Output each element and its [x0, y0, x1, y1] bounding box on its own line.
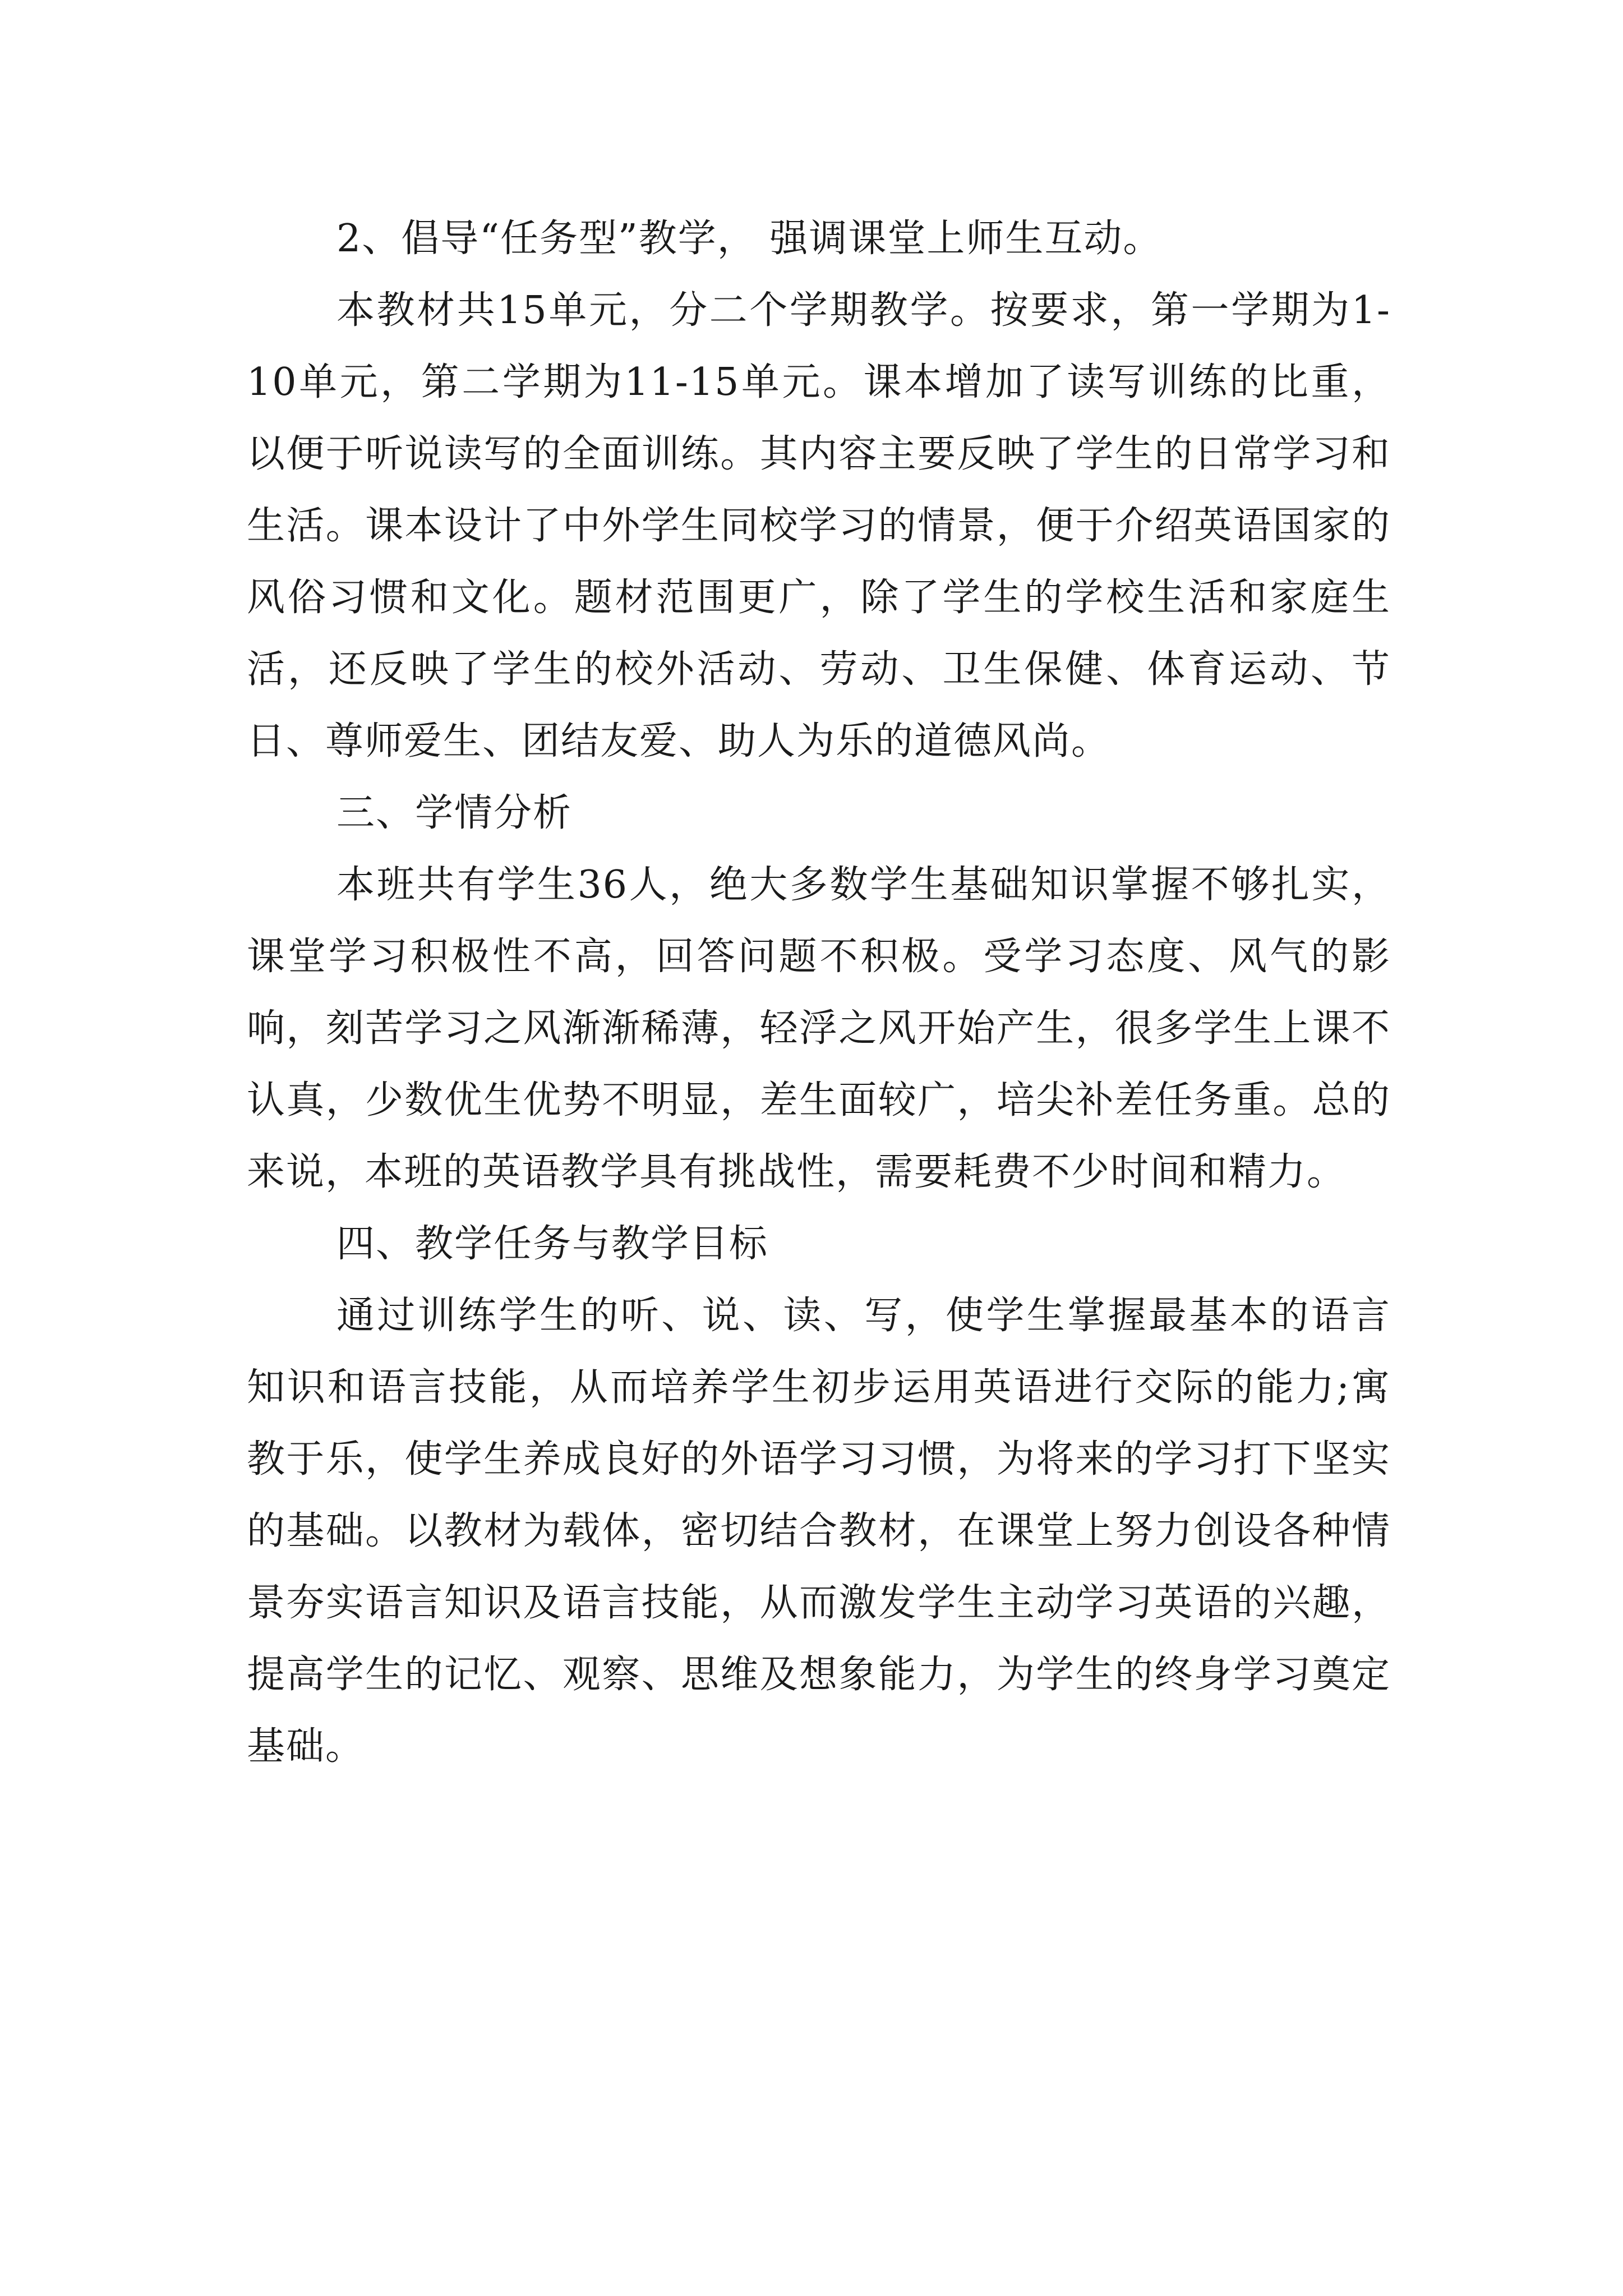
document-body: [247, 203, 1391, 1783]
heading-student-analysis: 三、学情分析: [336, 791, 573, 835]
paragraph-teaching-goals: 通过训练学生的听、说、读、写，使学生掌握最基本的语言知识和语言技能，从而培养学生初步运用英语进行交际的能力;寓教于乐，使学生养成良好的外语学习习惯，为将来的学习打下坚实的基础。以教材为载体，密切结合教材，在课堂上努力创设各种情景夯实语言知识及语言技能，从而激发学生主动学习英语的兴趣，提高学生的记忆、观察、思维及想象能力，为学生的终身学习奠定基础。: [247, 1294, 1391, 1769]
paragraph-textbook-overview: 本教材共15单元，分二个学期教学。按要求，第一学期为1-10单元，第二学期为11-15单元。课本增加了读写训练的比重，以便于听说读写的全面训练。其内容主要反映了学生的日常学习和生活。课本设计了中外学生同校学习的情景，便于介绍英语国家的风俗习惯和文化。题材范围更广，除了学生的学校生活和家庭生活，还反映了学生的校外活动、劳动、卫生保健、体育运动、节日、尊师爱生、团结友爱、助人为乐的道德风尚。: [247, 288, 1391, 763]
paragraph-student-analysis: 本班共有学生36人，绝大多数学生基础知识掌握不够扎实，课堂学习积极性不高，回答问题不积极。受学习态度、风气的影响，刻苦学习之风渐渐稀薄，轻浮之风开始产生，很多学生上课不认真，少数优生优势不明显，差生面较广，培尖补差任务重。总的来说，本班的英语教学具有挑战性，需要耗费不少时间和精力。: [247, 863, 1391, 1194]
paragraph-teaching-method: 2、倡导“任务型”教学， 强调课堂上师生互动。: [336, 217, 1163, 261]
heading-teaching-goals: 四、教学任务与教学目标: [336, 1222, 769, 1266]
